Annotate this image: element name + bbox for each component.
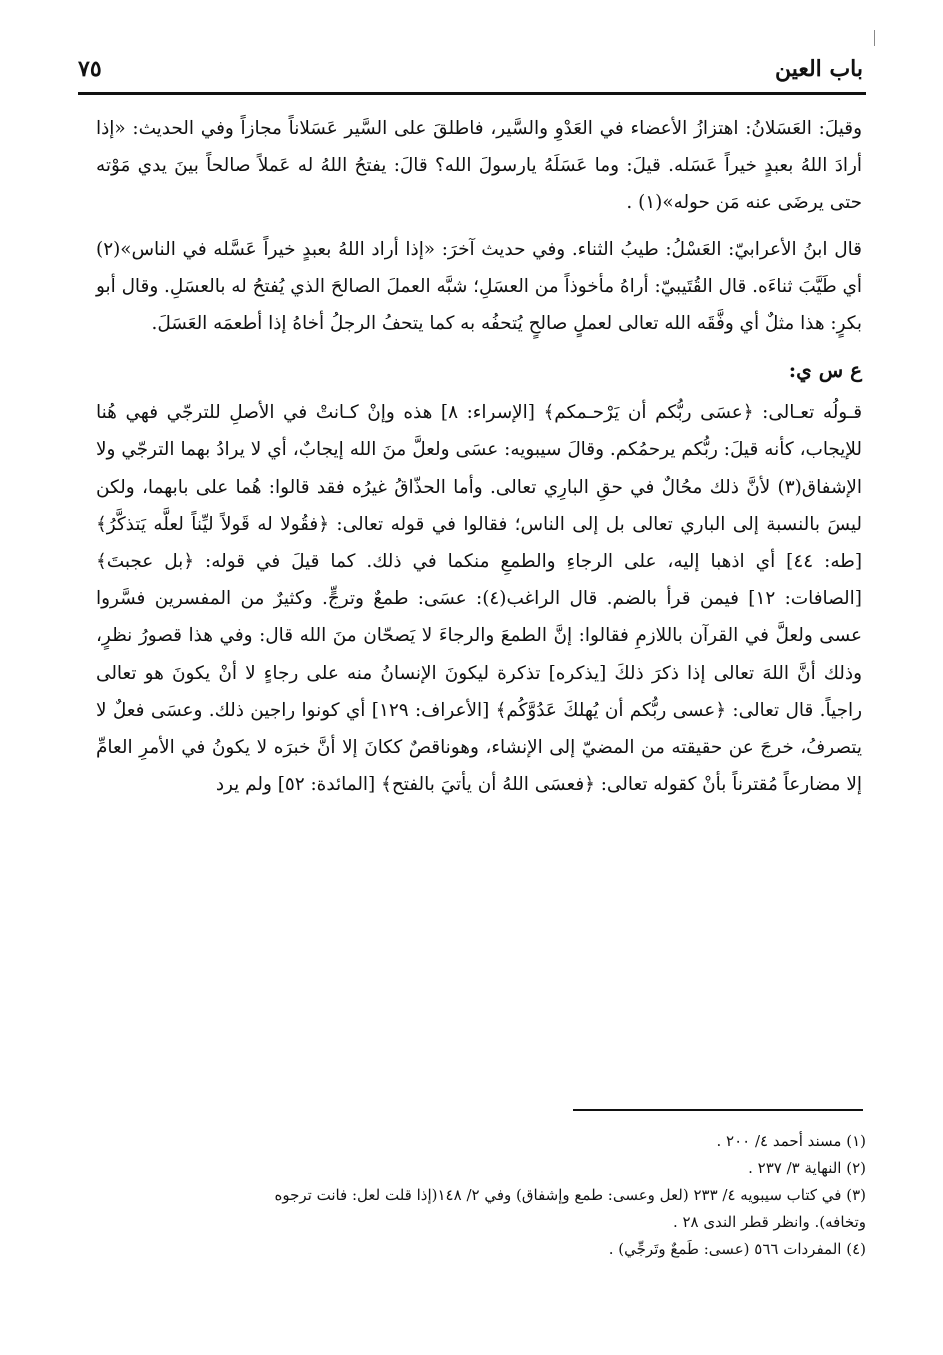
text-line: بل إلى الناس؛ فقالوا في قوله تعالى: ﴿فقُولا له قَولاً ليِّناً لعلَّه يَتذكَّرُ﴾[طه: ٤٤] أي [96, 513, 862, 573]
entry-asal-paragraph-2 [96, 231, 862, 343]
text-line: يُتحفُه به كما يتحفُ الرجلُ أخاهُ إذا أطعمَه العَسَلَ. [151, 313, 523, 335]
text-line: وقيلَ: العَسَلانُ: اهتزازُ الأعضاء في العَدْوِ والسَّير، فاطلقَ على السَّير عَسَلاناً مجازاً [240, 118, 862, 139]
text-line: قـولُه تعـالى: ﴿عسَى ربُّكم أن يَرْحـمكم﴾ [الإسراء: ٨] هذه وإنْ كـانتْ في [283, 402, 862, 424]
page-header [78, 56, 863, 88]
edge-mark [874, 30, 875, 46]
text-line: منَ الله إيجابٌ، أي لا يرادُ بهما الترجّي ولا الإشفاق(٣) لأنَّ ذلك محُالٌ في حقِ البارِي [96, 439, 862, 498]
header-rule [78, 92, 866, 95]
main-text [96, 110, 862, 803]
entry-asa-paragraph [96, 394, 862, 803]
chapter-title: باب العين [774, 56, 863, 82]
text-line: الأصلِ للترجّي فهي هُنا للإيجاب، كأنه قيلَ: ربُّكم يرحمُكم. وقالَ سيبويه: عسَى ولعلَّ [96, 402, 862, 461]
text-line: تعالى. وأما الحذّاقُ غيرُه فقد قالوا: هُما على بابهما، ولكن ليسَ بالنسبة إلى الباري تعالى [96, 476, 862, 535]
footnote-rule [573, 1109, 863, 1111]
text-line: حقيقته من المضيّ إلى الإنشاء، وهوناقصٌ ككانَ إلا أنَّ خبرَه لا يكونُ في الأمرِ العامِّ إلا [96, 737, 862, 796]
footnote-3: (٣) في كتاب سيبويه ٤/ ٢٣٣ (لعل وعسى: طمع وإشفاق) وفي ٢/ ١٤٨(إذا قلت لعل: فانت ترجوه [274, 1186, 866, 1204]
footnote-1: (١) مسند أحمد ٤/ ٢٠٠ . [716, 1132, 866, 1150]
text-line: عَدُوَّكُم﴾ [الأعراف: ١٢٩] أي كونوا راجين ذلك. وعسَى فعلٌ لا يتصرفُ، خرجَ عن [96, 699, 862, 759]
text-line: مضارعاً مُقترناً بأنْ كقوله تعالى: ﴿فعسَى اللهُ أن يأتيَ بالفتح﴾ [المائدة: ٥٢] ولم يرد [215, 774, 841, 796]
footnote-4: (٤) المفردات ٥٦٦ (عسى: طَمعٌ وتَرجِّي) . [608, 1240, 866, 1258]
text-line: عَسَّله في الناس»(٢) أي طَيَّبَ ثناءَه. قال القُتَيبيّ: أراهُ مأخوذاً من العسَلِ؛ شبَّه العملَ [96, 238, 862, 297]
text-line: الإنسانُ منه على رجاءٍ لا أنْ يكونَ هو تعالى راجياً. قال تعالى: ﴿عسى ربُّكم أن يُهلكَ [96, 662, 862, 721]
section-heading: ع س ي: [788, 358, 862, 383]
footnotes [96, 1128, 866, 1263]
text-line: المفسرين فسَّروا عسى ولعلَّ في القرآن باللازمِ فقالوا: إنَّ الطمعَ والرجاءَ لا يَصحّان منَ الله [96, 588, 862, 647]
text-line: قال ابنُ الأعرابيّ: العَسْلُ: طيبُ الثناء. وفي حديث آخرَ: «إذا أراد اللهُ بعبدٍ خيراً [263, 238, 862, 260]
text-line: اذهبا إليه، على الرجاءِ والطمعِ منكما في ذلك. كما قيلَ في قوله: ﴿بل عجبتَ﴾ [96, 551, 745, 573]
text-line: قال: وفي هذا قصورُ نظرٍ، وذلك أنَّ اللهَ تعالى إذا ذكرَ ذلكَ [يذكره] تذكرة ليكونَ [96, 625, 862, 684]
page-number: ٧٥ [78, 56, 102, 82]
entry-asal-paragraph-1 [96, 110, 862, 222]
footnote-2: (٢) النهاية ٣/ ٢٣٧ . [748, 1159, 866, 1177]
text-line: اللهُ له عَملاً صالحاً بينَ يدي مَوْته حتى يرضَى عنه مَن حوله»(١) . [96, 155, 862, 214]
text-line: [الصافات: ١٢] فيمن قرأ بالضم. قال الراغب(٤): عسَى: طمعٌ وترجٍّ. وكثيرٌ من [240, 588, 862, 610]
text-line: الصالحَ الذي يُفتحُ له بالعسَلِ. وقال أبو بكرٍ: هذا مثلٌ أي وفَّقَه الله تعالى لعملٍ صالحٍ [96, 275, 862, 335]
text-line: وفي الحديث: «إذا أرادَ اللهُ بعبدٍ خيراً عَسَله. قيلَ: وما عَسَلَهُ يارسولَ الله؟ قالَ: يفتحُ [96, 118, 862, 177]
footnote-3-continued: وتخافه). وانظر قطر الندى ٢٨ . [672, 1213, 866, 1231]
